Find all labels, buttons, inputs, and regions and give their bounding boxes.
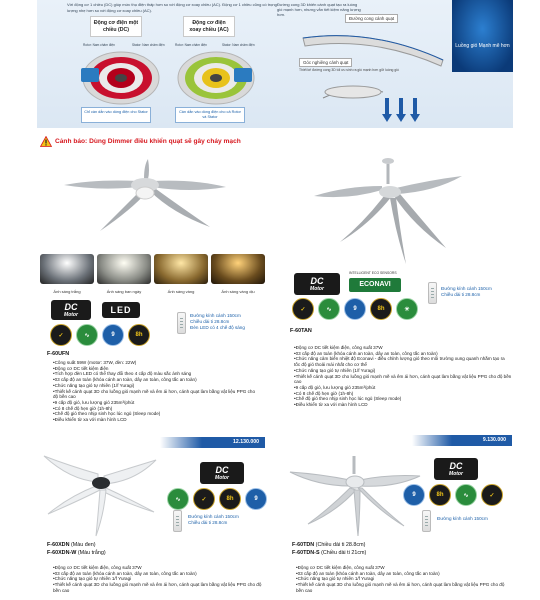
daylight-thumb: [97, 254, 151, 284]
light-caption-4: Ánh sáng vàng dịu: [221, 289, 255, 294]
ac-motor-label: Động cơ điện xoay chiều (AC): [183, 16, 235, 37]
blade-angle-label: Góc nghiêng cánh quạt: [299, 58, 352, 67]
spec-item: • Chức năng tạo gió tự nhiên 1/f Yuragi: [53, 576, 265, 582]
light-caption-1: Ánh sáng trắng: [53, 289, 81, 294]
safety-icon: ✓: [50, 324, 72, 346]
f60xdn-notes: [188, 514, 239, 526]
f60tdn-note-1: Đường kính cánh 150cm: [437, 516, 488, 521]
spec-item: • Có 8 chế độ hẹn giờ (1h-8h): [53, 406, 258, 412]
ceiling-fan-with-light-image: [60, 157, 230, 239]
spec-item: • 9 cấp độ gió, lưu lượng gió 235m³/phút: [53, 400, 258, 406]
warning-text: Cảnh báo: Dùng Dimmer điều khiển quạt sẽ gây cháy mạch: [55, 138, 241, 145]
f60ufn-name: F-60UFN: [47, 351, 70, 357]
f60xdn-note-2: Chiều dài ti 28.8cm: [188, 519, 228, 525]
ac-motor-illustration: [172, 48, 257, 106]
spec-item: • Chế độ gió theo nhịp sinh học lúc ngủ (Sleep mode): [53, 411, 258, 417]
spec-item: • Thiết kế cánh quạt 3D cho luồng gió mạnh mẽ và êm ái hơn, cánh quạt làm bằng vật liệu PPG cho độ bền cao: [296, 582, 512, 593]
spec-item: • Có 8 chế độ hẹn giờ (1h-8h): [294, 391, 512, 397]
econavi-caption: INTELLIGENT ECO SENSORS: [349, 271, 397, 275]
wind-level-icon: 9: [403, 484, 425, 506]
dc-logo-subtext: Motor: [310, 286, 324, 292]
blade-curve-label: Đường cong cánh quạt: [345, 14, 398, 23]
f60tan-note-1: Đường kính cánh 150cm: [441, 286, 492, 291]
safety-icon: ✓: [292, 298, 314, 320]
timer-icon: 8h: [219, 488, 241, 510]
f60xdnw-color: (Màu trắng): [77, 550, 106, 556]
soft-warm-light-thumb: [211, 254, 265, 284]
blade-design-note: Đường cong 3D khiến cánh quạt tạo ra luồng gió mạnh hơn, nhưng vẫn tiết kiệm năng lượng hơn.: [277, 2, 361, 17]
wind-strength-label: Luồng gió Mạnh mẽ hơn: [455, 43, 510, 49]
dimmer-warning: [40, 136, 241, 147]
f60ufn-note-2: Chiều dài ti 28.8cm: [190, 318, 230, 324]
led-logo: LED: [102, 302, 140, 318]
banner-intro-text: Với động cơ 1 chiều (DC) giúp mức thụ điện thấp hơn so với động cơ xoay chiều (AC). Động cơ 1 chiều cũng có trọng lượng nhẹ hơn so với động cơ xoay chiều (AC).: [67, 2, 277, 13]
warm-light-thumb: [154, 254, 208, 284]
safety-icon: ✓: [193, 488, 215, 510]
f60xdn-note-1: Đường kính cánh 150cm: [188, 514, 239, 519]
spec-item: • Điều khiển từ xa với màn hình LCD: [294, 402, 512, 408]
f60tan-notes: [441, 286, 492, 298]
white-ceiling-fan-image: [40, 452, 160, 538]
remote-icon: [177, 312, 186, 334]
spec-item: • Động cơ DC tiết kiệm điện: [53, 366, 258, 372]
f60xdn-name: [47, 542, 96, 548]
white-light-thumb: [40, 254, 94, 284]
spec-item: • Thiết kế cánh quạt 3D cho luồng gió mạnh mẽ và êm ái hơn, cánh quạt làm bằng vật liệu PPG cho độ bền cao: [53, 582, 265, 593]
f60tdn-spec-list: [296, 565, 512, 594]
f60ufn-price: 12.130.000: [160, 437, 265, 448]
spec-item: • Động cơ DC tiết kiệm điện, công suất 37W: [53, 565, 265, 571]
motor-comparison-banner: [37, 0, 513, 128]
f60tdn-name: [292, 542, 365, 548]
yuragi-icon: ∿: [455, 484, 477, 506]
dc-motor-illustration: [77, 48, 162, 106]
econavi-icon: ☀: [396, 298, 418, 320]
spec-item: • Chức năng tạo gió tự nhiên (1/f Yuragi): [53, 383, 258, 389]
dc-logo-text: DC: [215, 465, 229, 475]
timer-icon: 8h: [128, 324, 150, 346]
dc-motor-logo: [200, 462, 244, 484]
blade-note: Thiết kế đường cong 3D tối ưu sinh ra gió mạnh hơn giữ luồng gió: [299, 68, 399, 72]
dc-logo-text: DC: [310, 276, 324, 286]
spec-item: • 03 cấp độ an toàn (khóa cánh an toàn, dây an toàn, công tắc an toàn): [296, 571, 512, 577]
dc-motor-logo: [434, 458, 478, 480]
f60ufn-note-1: Đường kính cánh 150cm: [190, 313, 241, 318]
spec-item: • Điều khiển từ xa với màn hình LCD: [53, 417, 258, 423]
f60tdns-name: [292, 550, 366, 556]
f60ufn-spec-list: [53, 360, 258, 423]
spec-item: • Chức năng tạo gió tự nhiên 1/f Yuragi: [296, 576, 512, 582]
yuragi-icon: ∿: [167, 488, 189, 510]
dc-stator-caption: Stator: Nam châm điện: [132, 43, 165, 47]
f60tdn-model: F-60TDN: [292, 542, 315, 548]
timer-icon: 8h: [429, 484, 451, 506]
light-caption-3: Ánh sáng vàng: [167, 289, 195, 294]
spec-item: • Tích hợp đèn LED có thể thay đổi theo 4 cấp độ màu sắc ánh sáng: [53, 371, 258, 377]
yuragi-icon: ∿: [318, 298, 340, 320]
f60tdn-length: (Chiều dài ti 28.8cm): [315, 542, 366, 548]
spec-item: • Động cơ DC tiết kiệm điện, công suất 37W: [294, 345, 512, 351]
ac-motor-caption: Cần dẫn vào dòng điện cho cả Rotor và Stator: [175, 107, 245, 123]
spec-item: • Công suất 59W (motor: 37W, đèn: 22W): [53, 360, 258, 366]
timer-icon: 8h: [370, 298, 392, 320]
ceiling-fan-image: [310, 156, 470, 268]
spec-item: • Chế độ gió theo nhịp sinh học lúc ngủ (Sleep mode): [294, 396, 512, 402]
f60ufn-notes: [190, 313, 245, 330]
f60tdn-notes: [437, 516, 488, 522]
dc-logo-text: DC: [449, 461, 463, 471]
safety-icon: ✓: [481, 484, 503, 506]
spec-item: • 03 cấp độ an toàn (khóa cánh an toàn, dây an toàn, công tắc an toàn): [53, 377, 258, 383]
econavi-logo: ECONAVI: [349, 278, 401, 292]
ac-stator-caption: Stator: Nam châm điện: [222, 43, 255, 47]
f60tdns-model: F-60TDN-S: [292, 550, 320, 556]
spec-item: • Thiết kế cánh quạt 3D cho luồng gió mạnh mẽ và êm ái hơn, cánh quạt làm bằng vật liệu PPG cho độ bền cao: [294, 374, 512, 385]
f60xdn-spec-list: [53, 565, 265, 594]
f60xdn-model: F-60XDN: [47, 542, 70, 548]
dc-logo-subtext: Motor: [449, 471, 463, 477]
spec-item: • 03 cấp độ an toàn (khóa cánh an toàn, dây an toàn, công tắc an toàn): [294, 351, 512, 357]
wind-level-icon: 9: [245, 488, 267, 510]
dc-logo-subtext: Motor: [215, 475, 229, 481]
f60xdnw-model: F-60XDN-W: [47, 550, 77, 556]
dc-motor-logo: [51, 300, 91, 320]
f60tan-note-2: Chiều dài ti 28.8cm: [441, 291, 481, 297]
dc-rotor-caption: Rotor: Nam châm điện: [83, 43, 115, 47]
f60xdn-color: (Màu đen): [70, 542, 96, 548]
wind-strength-panel: [452, 0, 513, 72]
wind-level-icon: 9: [102, 324, 124, 346]
f60tan-price: 9.130.000: [412, 435, 512, 446]
dc-motor-caption: Chỉ cần dẫn vào dòng điện cho Stator: [81, 107, 151, 123]
f60tan-spec-list: [294, 345, 512, 408]
ac-rotor-caption: Rotor: Nam châm điện: [175, 43, 207, 47]
remote-icon: [428, 282, 437, 304]
f60tan-name: F-60TAN: [290, 328, 312, 334]
spec-item: • Chức năng cảm biến nhiệt độ Econavi - điều chỉnh lượng gió theo môi trường xung quanh nhằm tạo ra tốc độ gió thoải mái nhất cho cơ thể: [294, 356, 512, 367]
spec-item: • Thiết kế cánh quạt 3D cho luồng gió mạnh mẽ và êm ái hơn, cánh quạt làm bằng vật liệu PPG cho độ bền cao: [53, 389, 258, 400]
f60xdnw-name: [47, 550, 106, 556]
spec-item: • 03 cấp độ an toàn (khóa cánh an toàn, dây an toàn, công tắc an toàn): [53, 571, 265, 577]
spec-item: • Động cơ DC tiết kiệm điện, công suất 37W: [296, 565, 512, 571]
dc-motor-logo: [294, 273, 340, 295]
dc-motor-label: Động cơ điện một chiều (DC): [90, 16, 142, 37]
spec-item: • 9 cấp độ gió, lưu lượng gió 235m³/phút: [294, 385, 512, 391]
f60ufn-note-3: Đèn LED có 4 chế độ sáng: [190, 324, 245, 330]
remote-icon: [173, 510, 182, 532]
dc-logo-subtext: Motor: [64, 312, 78, 318]
warning-icon: [40, 136, 52, 147]
spec-item: • Chức năng tạo gió tự nhiên (1/f Yuragi): [294, 368, 512, 374]
wind-level-icon: 9: [344, 298, 366, 320]
yuragi-icon: ∿: [76, 324, 98, 346]
dc-logo-text: DC: [64, 302, 78, 312]
light-caption-2: Ánh sáng ban ngày: [106, 289, 142, 294]
remote-icon: [422, 510, 431, 532]
f60tdns-length: (Chiều dài ti 21cm): [321, 550, 367, 556]
